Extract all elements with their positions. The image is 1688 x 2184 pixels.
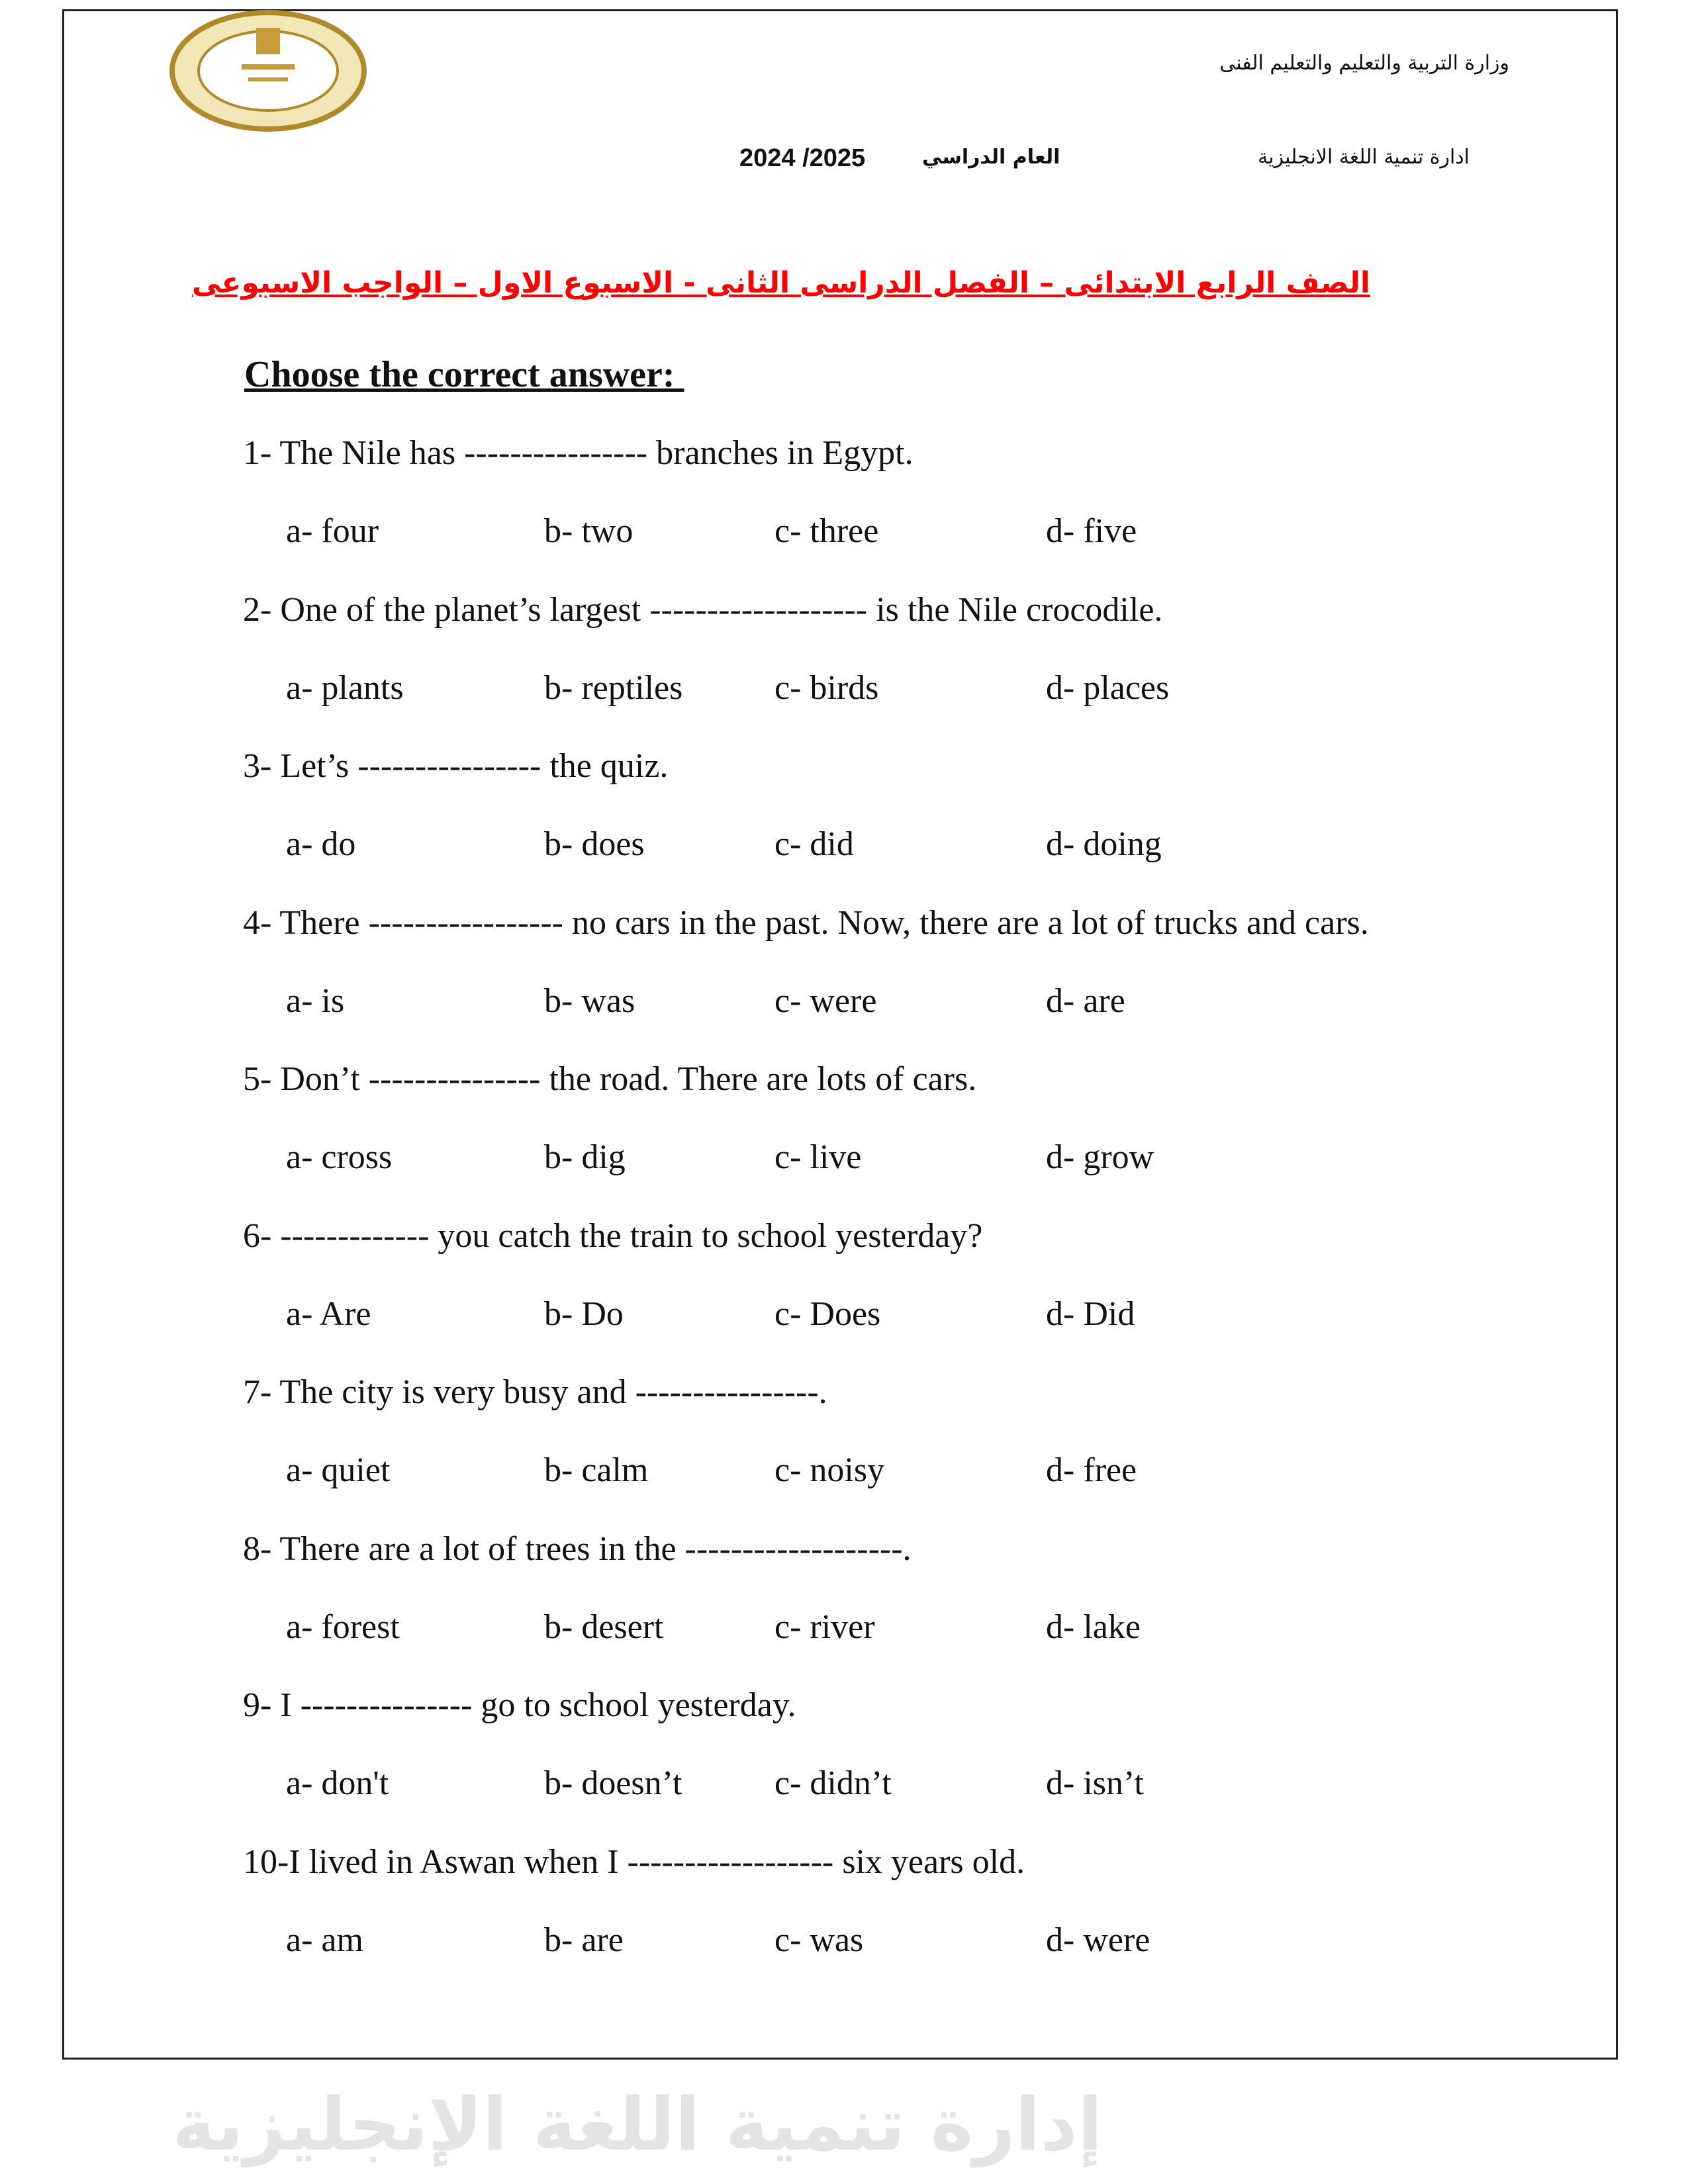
answer-option-c[interactable]: c- live [774,1138,862,1176]
answer-option-a[interactable]: a- forest [286,1608,400,1646]
answer-option-d[interactable]: d- five [1046,512,1137,550]
question-text: 7- The city is very busy and ----------------. [243,1373,827,1411]
ministry-logo [169,8,367,134]
answer-option-d[interactable]: d- lake [1046,1608,1141,1646]
answer-option-c[interactable]: c- noisy [774,1451,885,1489]
answer-option-d[interactable]: d- were [1046,1921,1150,1959]
question-text: 10-I lived in Aswan when I ------------------ six years old. [243,1843,1025,1881]
question-text: 4- There ----------------- no cars in the past. Now, there are a lot of trucks and cars. [243,903,1369,942]
answer-option-b[interactable]: b- doesn’t [544,1764,682,1802]
answer-option-b[interactable]: b- Do [544,1295,624,1333]
page-border [62,9,1618,2060]
answer-option-a[interactable]: a- four [286,512,379,550]
answer-option-a[interactable]: a- don't [286,1764,389,1802]
answer-option-d[interactable]: d- places [1046,668,1170,707]
answer-option-d[interactable]: d- free [1046,1451,1137,1489]
answer-option-c[interactable]: c- was [774,1921,864,1959]
answer-option-a[interactable]: a- plants [286,668,404,707]
answer-option-b[interactable]: b- desert [544,1608,664,1646]
academic-year: 2024 /2025 [739,144,866,172]
answer-option-b[interactable]: b- dig [544,1138,626,1176]
question-text: 1- The Nile has ---------------- branches in Egypt. [243,434,914,472]
question-text: 8- There are a lot of trees in the -------------------. [243,1529,912,1568]
answer-option-a[interactable]: a- am [286,1921,363,1959]
instruction-heading: Choose the correct answer: [244,354,684,395]
worksheet-title: الصف الرابع الابتدائى – الفصل الدراسى الثانى - الاسبوع الاول – الواجب الاسبوعى [191,266,1370,300]
answer-option-c[interactable]: c- birds [774,668,879,707]
question-text: 6- ------------- you catch the train to school yesterday? [243,1216,983,1255]
question-text: 5- Don’t --------------- the road. There are lots of cars. [243,1060,977,1098]
answer-option-a[interactable]: a- Are [286,1295,371,1333]
department-name: ادارة تنمية اللغة الانجليزية [1258,146,1470,169]
answer-option-d[interactable]: d- doing [1046,825,1162,863]
answer-option-b[interactable]: b- are [544,1921,624,1959]
answer-option-c[interactable]: c- three [774,512,879,550]
academic-year-label: العام الدراسي [922,146,1060,169]
answer-option-c[interactable]: c- were [774,981,877,1020]
answer-option-a[interactable]: a- cross [286,1138,393,1176]
answer-option-c[interactable]: c- Does [774,1295,881,1333]
answer-option-b[interactable]: b- reptiles [544,668,683,707]
question-text: 2- One of the planet’s largest ------------------- is the Nile crocodile. [243,590,1163,629]
answer-option-c[interactable]: c- did [774,825,854,863]
ministry-name: وزارة التربية والتعليم والتعليم الفنى [1219,52,1509,75]
question-text: 9- I --------------- go to school yesterday. [243,1686,796,1724]
answer-option-a[interactable]: a- do [286,825,356,863]
answer-option-a[interactable]: a- quiet [286,1451,391,1489]
watermark: إدارة تنمية اللغة الإنجليزية [172,2082,1103,2167]
answer-option-c[interactable]: c- didn’t [774,1764,892,1802]
answer-option-b[interactable]: b- was [544,981,635,1020]
answer-option-d[interactable]: d- Did [1046,1295,1135,1333]
answer-option-d[interactable]: d- isn’t [1046,1764,1144,1802]
answer-option-b[interactable]: b- calm [544,1451,649,1489]
answer-option-d[interactable]: d- are [1046,981,1125,1020]
question-text: 3- Let’s ---------------- the quiz. [243,747,669,785]
answer-option-d[interactable]: d- grow [1046,1138,1154,1176]
answer-option-b[interactable]: b- does [544,825,645,863]
answer-option-a[interactable]: a- is [286,981,345,1020]
answer-option-c[interactable]: c- river [774,1608,875,1646]
answer-option-b[interactable]: b- two [544,512,633,550]
